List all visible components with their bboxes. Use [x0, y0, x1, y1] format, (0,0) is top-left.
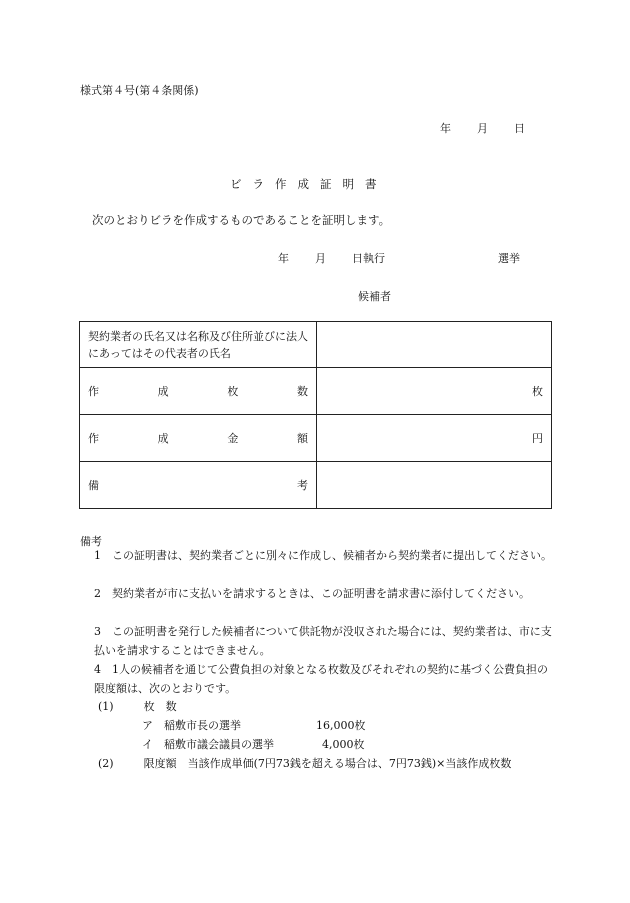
election-date — [278, 250, 385, 266]
amount-label — [80, 415, 317, 462]
date-day: 日 — [514, 122, 525, 135]
council-election-value: 4,000枚 — [322, 738, 365, 751]
mayor-election-label: ア 稲敷市長の選挙 — [142, 719, 241, 732]
sub-item-2 — [98, 755, 511, 771]
amount-label-char: 作 — [88, 432, 99, 445]
note-1: 1 この証明書は、契約業者ごとに別々に作成し、候補者から契約業者に提出してください。 — [94, 549, 552, 562]
sub1-number: (1) — [98, 700, 114, 713]
date-year: 年 — [440, 122, 451, 135]
contractor-label: 契約業者の氏名又は名称及び住所並びに法人にあってはその代表者の氏名 — [80, 322, 317, 368]
remarks-label-char: 考 — [297, 479, 308, 492]
copies-label-char: 枚 — [227, 385, 239, 398]
table-row — [80, 368, 552, 415]
sub2-number: (2) — [98, 757, 114, 770]
exec-year: 年 — [278, 252, 289, 265]
election-label: 選挙 — [498, 252, 520, 265]
form-number-label: 様式第４号(第４条関係) — [80, 84, 199, 97]
note-2: 2 契約業者が市に支払いを請求するときは、この証明書を請求書に添付してください。 — [94, 587, 530, 600]
sub1-label: 枚 数 — [143, 700, 177, 713]
remarks-field[interactable] — [317, 462, 552, 509]
document-title: ビラ作成証明書 — [230, 177, 388, 191]
amount-label-char: 金 — [227, 432, 239, 445]
copies-field[interactable] — [317, 368, 552, 415]
remarks-label — [80, 462, 317, 509]
remarks-label-char: 備 — [88, 479, 99, 492]
table-row — [80, 415, 552, 462]
copies-unit: 枚 — [532, 385, 543, 398]
copies-label-char: 数 — [296, 385, 308, 398]
date-month: 月 — [477, 122, 488, 135]
amount-label-char: 成 — [157, 432, 169, 445]
council-election-label: イ 稲敷市議会議員の選挙 — [142, 738, 274, 751]
amount-unit: 円 — [532, 432, 543, 445]
copies-label-char: 作 — [88, 385, 99, 398]
copies-label-char: 成 — [157, 385, 169, 398]
copies-label — [80, 368, 317, 415]
table-row — [80, 322, 552, 368]
amount-field[interactable] — [317, 415, 552, 462]
note-4: 4 1人の候補者を通じて公費負担の対象となる枚数及びそれぞれの契約に基づく公費負担の限度額は、次のとおりです。 — [94, 663, 548, 695]
mayor-election-value: 16,000枚 — [316, 719, 366, 732]
contractor-field[interactable] — [317, 322, 552, 368]
exec-day: 日執行 — [352, 252, 385, 265]
sub-item-1 — [98, 698, 177, 714]
issue-date — [440, 120, 525, 136]
sub2-text: 限度額 当該作成単価(7円73銭を超える場合は、7円73銭)×当該作成枚数 — [143, 757, 512, 770]
notes-heading: 備考 — [80, 535, 102, 548]
certificate-table — [79, 321, 552, 509]
amount-label-char: 額 — [296, 432, 308, 445]
intro-statement: 次のとおりビラを作成するものであることを証明します。 — [92, 213, 391, 227]
exec-month: 月 — [315, 252, 326, 265]
candidate-label: 候補者 — [358, 290, 391, 303]
note-3: 3 この証明書を発行した候補者について供託物が没収された場合には、契約業者は、市に支払いを請求することはできません。 — [94, 625, 552, 657]
table-row — [80, 462, 552, 509]
